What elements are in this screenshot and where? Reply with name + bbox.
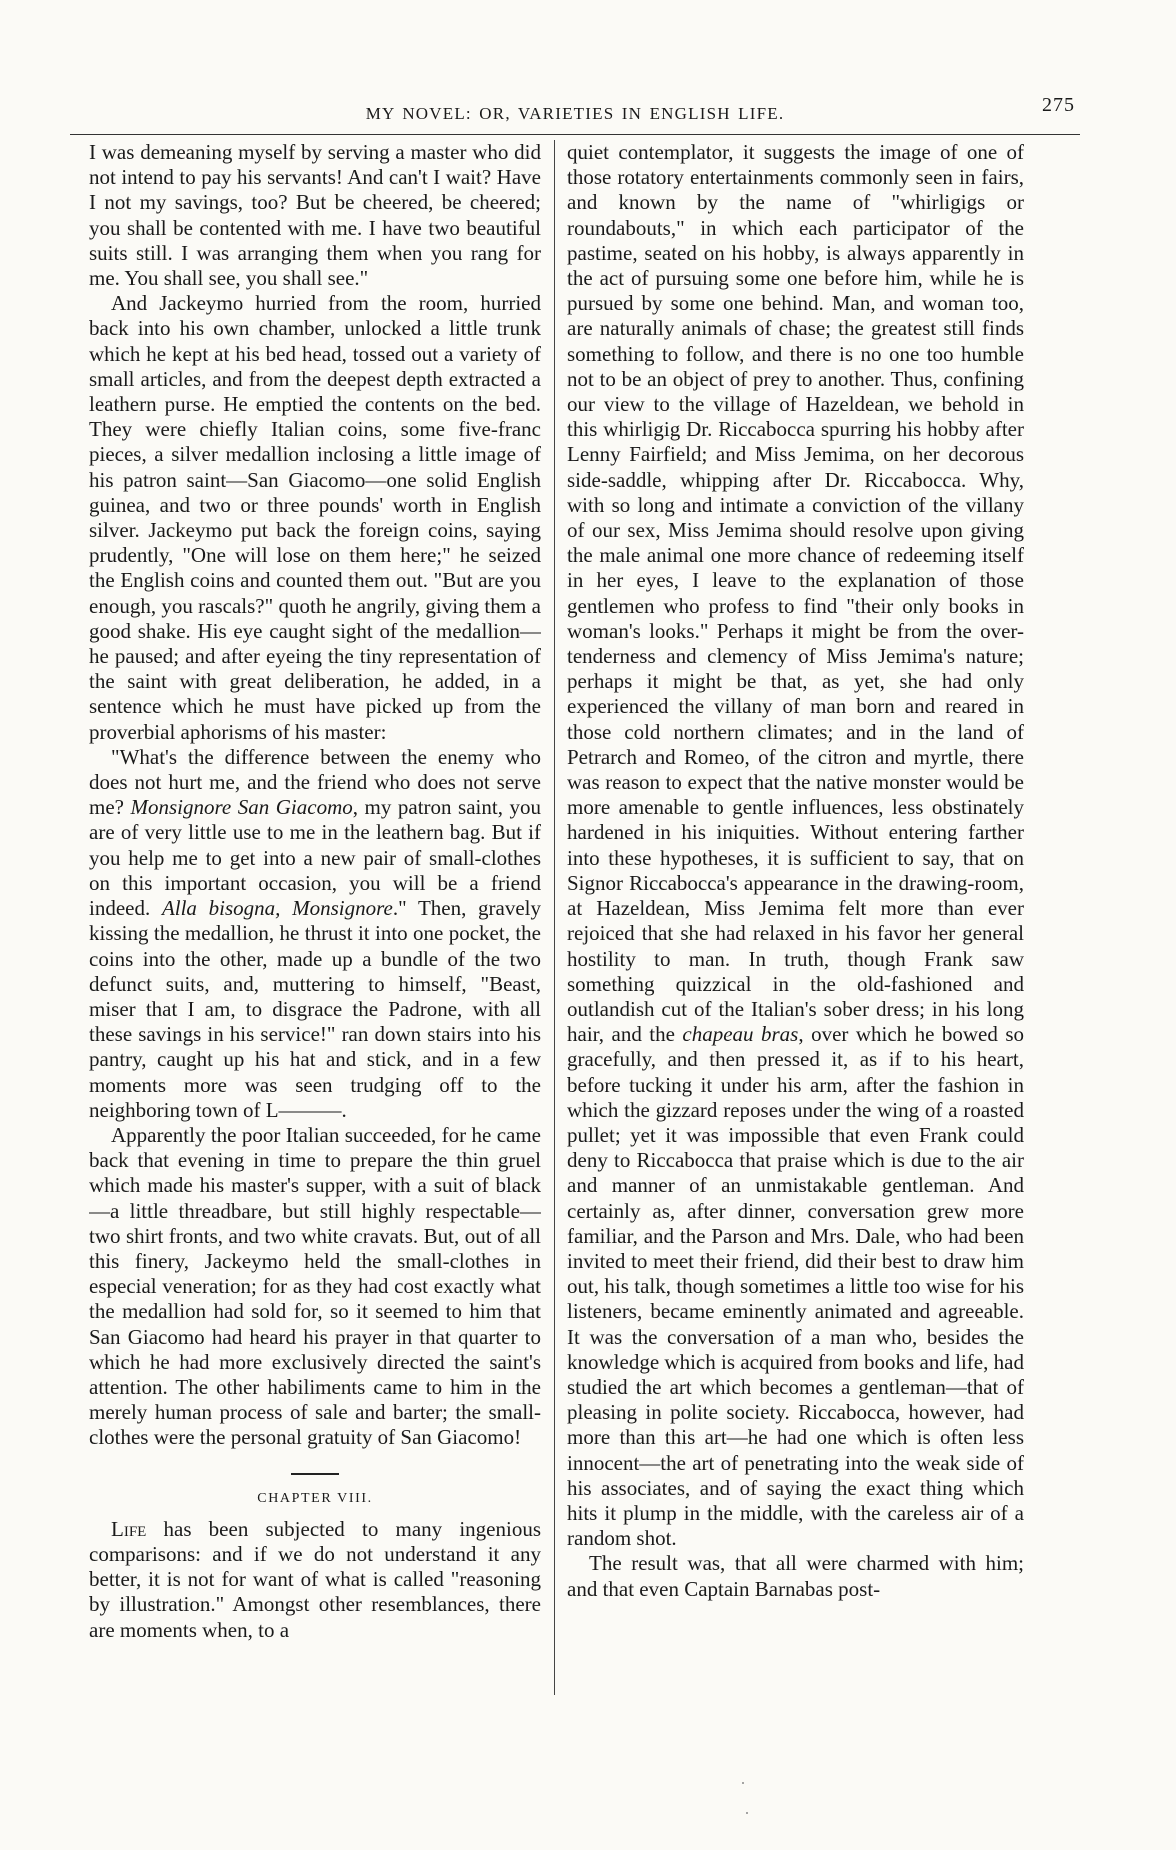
header-rule bbox=[70, 134, 1080, 135]
paper-speck bbox=[746, 1812, 748, 1814]
text-run: "What's the difference between the enemy who does not hurt me, and the friend who does not serve me? bbox=[89, 744, 541, 820]
paragraph bbox=[89, 745, 541, 1123]
chapter-heading: CHAPTER VIII. bbox=[257, 1490, 373, 1506]
left-column bbox=[89, 140, 541, 1690]
running-title: MY NOVEL: OR, VARIETIES IN ENGLISH LIFE. bbox=[365, 104, 785, 123]
chapter-rule bbox=[291, 1473, 339, 1475]
column-divider bbox=[554, 140, 555, 1695]
italic-text: Monsignore San Giacomo bbox=[130, 795, 353, 820]
page-header bbox=[70, 94, 1080, 134]
text-run: has been subjected to many ingenious comparisons: and if we do not understand it any better, it is not for want of what is called "reasoning by illustration." Amongst other resemblances, there are moments when, to a bbox=[89, 1516, 541, 1642]
paragraph: The result was, that all were charmed with him; and that even Captain Barnabas post- bbox=[567, 1551, 1024, 1601]
text-run: , my patron saint, you are of very little use to me in the leathern bag. But if you help me to get into a new pair of small-clothes on this important occasion, you will be a friend indeed. bbox=[89, 795, 541, 921]
chapter-heading-block bbox=[89, 1473, 541, 1511]
paragraph: I was demeaning myself by serving a master who did not intend to pay his servants! And can't I wait? Have I not my savings, too? But be cheered, be cheered; you shall be contented with me. I have two beautiful suits still. I was arranging them when you rang for me. You shall see, you shall see." bbox=[89, 140, 541, 291]
paragraph bbox=[89, 1517, 541, 1643]
italic-text: chapeau bras bbox=[682, 1022, 799, 1047]
paragraph: And Jackeymo hurried from the room, hurried back into his own chamber, unlocked a little trunk which he kept at his bed head, tossed out a variety of small articles, and from the deepest depth extracted a leathern purse. He emptied the contents on the bed. They were chiefly Italian coins, some five-franc pieces, a silver medallion inclosing a little image of his patron saint—San Giacomo—one solid English guinea, and two or three pounds' worth in English silver. Jackeymo put back the foreign coins, saying prudently, "One will lose on them here;" he seized the English coins and counted them out. "But are you enough, you rascals?" quoth he angrily, giving them a good shake. His eye caught sight of the medallion—he paused; and after eyeing the tiny representation of the saint with great deliberation, he added, in a sentence which he must have picked up from the proverbial aphorisms of his master: bbox=[89, 291, 541, 744]
paragraph bbox=[567, 140, 1024, 1551]
paper-speck bbox=[742, 1782, 744, 1784]
text-run: ." Then, gravely kissing the medallion, he thrust it into one pocket, the coins into the other, made up a bundle of the two defunct suits, and, muttering to himself, "Beast, miser that I am, to disgrace the Padrone, with all these savings in his service!" ran down stairs into his pantry, caught up his hat and stick, and in a few moments more was seen trudging off to the neighboring town of L———. bbox=[89, 896, 541, 1122]
page-number: 275 bbox=[1042, 94, 1075, 116]
right-column bbox=[567, 140, 1024, 1690]
small-caps-lead: Life bbox=[111, 1516, 147, 1541]
paragraph: Apparently the poor Italian succeeded, for he came back that evening in time to prepare the thin gruel which made his master's supper, with a suit of black—a little threadbare, but still highly respectable—two shirt fronts, and two white cravats. But, out of all this finery, Jackeymo held the small-clothes in especial veneration; for as they had cost exactly what the medallion had sold for, so it seemed to him that San Giacomo had heard his prayer in that quarter to which he had more exclusively directed the saint's attention. The other habiliments came to him in the merely human process of sale and barter; the small-clothes were the personal gratuity of San Giacomo! bbox=[89, 1122, 541, 1450]
italic-text: Alla bisogna, Monsignore bbox=[161, 896, 393, 921]
text-run: quiet contemplator, it suggests the image of one of those rotatory entertainments commonly seen in fairs, and known by the name of "whirligigs or roundabouts," in which each participator of the pastime, seated on his hobby, is always apparently in the act of pursuing some one before him, while he is pursued by some one behind. Man, and woman too, are naturally animals of chase; the greatest still finds something to follow, and there is no one too humble not to be an object of prey to another. Thus, confining our view to the village of Hazeldean, we behold in this whirligig Dr. Riccabocca spurring his hobby after Lenny Fairfield; and Miss Jemima, on her decorous side-saddle, whipping after Dr. Riccabocca. Why, with so long and intimate a conviction of the villany of our sex, Miss Jemima should resolve upon giving the male animal one more chance of redeeming itself in her eyes, I leave to the explanation of those gentlemen who profess to find "their only books in woman's looks." Perhaps it might be from the over-tenderness and clemency of Miss Jemima's nature; perhaps it might be that, as yet, she had only experienced the villany of man born and reared in those cold northern climates; and in the land of Petrarch and Romeo, of the citron and myrtle, there was reason to expect that the native monster would be more amenable to gentle influences, less obstinately hardened in his iniquities. Without entering farther into these hypotheses, it is sufficient to say, that on Signor Riccabocca's appearance in the drawing-room, at Hazeldean, Miss Jemima felt more than ever rejoiced that she had relaxed in his favor her general hostility to man. In truth, though Frank saw something quizzical in the old-fashioned and outlandish cut of the Italian's sober dress; in his long hair, and the bbox=[567, 140, 1024, 1047]
text-run: , over which he bowed so gracefully, and then pressed it, as if to his heart, before tucking it under his arm, after the fashion in which the gizzard reposes under the wing of a roasted pullet; yet it was impossible that even Frank could deny to Riccabocca that praise which is due to the air and manner of an unmistakable gentleman. And certainly as, after dinner, conversation grew more familiar, and the Parson and Mrs. Dale, who had been invited to meet their friend, did their best to draw him out, his talk, though sometimes a little too wise for his listeners, became eminently animated and agreeable. It was the conversation of a man who, besides the knowledge which is acquired from books and life, had studied the art which becomes a gentleman—that of pleasing in polite society. Riccabocca, however, had more than this art—he had one which is often less innocent—the art of penetrating into the weak side of his associates, and of saying the exact thing which hits it plump in the middle, with the careless air of a random shot. bbox=[567, 1022, 1024, 1551]
